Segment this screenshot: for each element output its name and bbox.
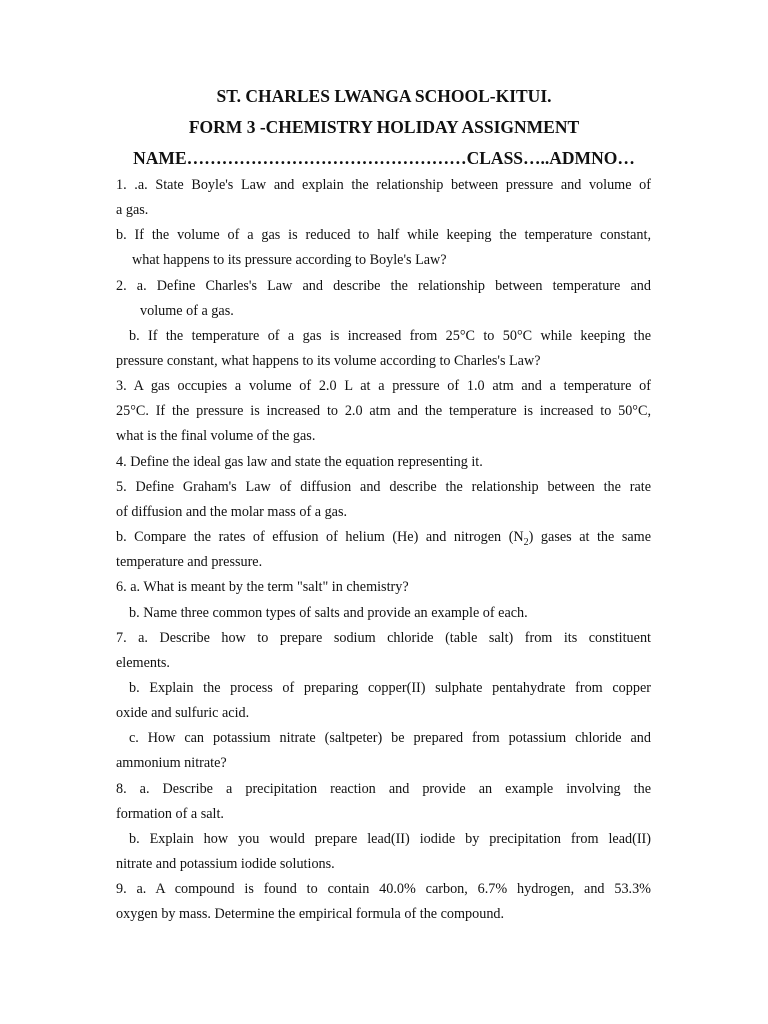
question-4-line-1: 4. Define the ideal gas law and state the equation representing it. [116,454,483,470]
question-7a-line-2: elements. [116,655,170,671]
question-1b-line-1: b. If the volume of a gas is reduced to half while keeping the temperature constant, [116,227,651,243]
question-5b-line-1 [116,528,651,546]
question-6b-line-1: b. Name three common types of salts and provide an example of each. [129,605,528,621]
question-5b-line-2: temperature and pressure. [116,554,263,570]
student-details-line: NAME…………………………………………CLASS…..ADMNO… [133,148,635,168]
question-7b-line-1: b. Explain the process of preparing copper(II) sulphate pentahydrate from copper [129,680,651,696]
question-7b-line-2: oxide and sulfuric acid. [116,705,250,721]
question-8a-line-2: formation of a salt. [116,806,224,822]
question-2b-line-2: pressure constant, what happens to its volume according to Charles's Law? [116,353,541,369]
question-2a-line-2: volume of a gas. [140,303,234,319]
question-7c-line-1: c. How can potassium nitrate (saltpeter) be prepared from potassium chloride and [129,730,651,746]
question-1a-line-1: 1. .a. State Boyle's Law and explain the relationship between pressure and volume of [116,177,651,193]
question-5a-line-1: 5. Define Graham's Law of diffusion and describe the relationship between the rate [116,479,651,495]
question-3-line-2: 25°C. If the pressure is increased to 2.0 atm and the temperature is increased to 50°C, [116,403,651,419]
question-5b-text-end: ) gases at the same [528,529,651,545]
nitrogen-subscript: 2 [523,536,529,548]
question-5a-line-2: of diffusion and the molar mass of a gas. [116,504,348,520]
question-7a-line-1: 7. a. Describe how to prepare sodium chloride (table salt) from its constituent [116,630,651,646]
question-1a-line-2: a gas. [116,202,149,218]
question-8b-line-2: nitrate and potassium iodide solutions. [116,856,335,872]
question-3-line-1: 3. A gas occupies a volume of 2.0 L at a pressure of 1.0 atm and a temperature of [116,378,651,394]
question-3-line-3: what is the final volume of the gas. [116,428,316,444]
school-title: ST. CHARLES LWANGA SCHOOL-KITUI. [216,86,552,106]
question-8a-line-1: 8. a. Describe a precipitation reaction and provide an example involving the [116,781,651,797]
question-8b-line-1: b. Explain how you would prepare lead(II) iodide by precipitation from lead(II) [129,831,651,847]
question-5b-text-start: b. Compare the rates of effusion of helium (He) and nitrogen (N [116,529,524,545]
question-9a-line-1: 9. a. A compound is found to contain 40.0% carbon, 6.7% hydrogen, and 53.3% [116,881,651,897]
question-2b-line-1: b. If the temperature of a gas is increased from 25°C to 50°C while keeping the [129,328,651,344]
assignment-title: FORM 3 -CHEMISTRY HOLIDAY ASSIGNMENT [188,117,580,137]
question-9a-line-2: oxygen by mass. Determine the empirical formula of the compound. [116,906,505,922]
question-1b-line-2: what happens to its pressure according to Boyle's Law? [132,252,447,268]
question-6a-line-1: 6. a. What is meant by the term "salt" in chemistry? [116,579,409,595]
question-2a-line-1: 2. a. Define Charles's Law and describe the relationship between temperature and [116,278,651,294]
question-7c-line-2: ammonium nitrate? [116,755,227,771]
